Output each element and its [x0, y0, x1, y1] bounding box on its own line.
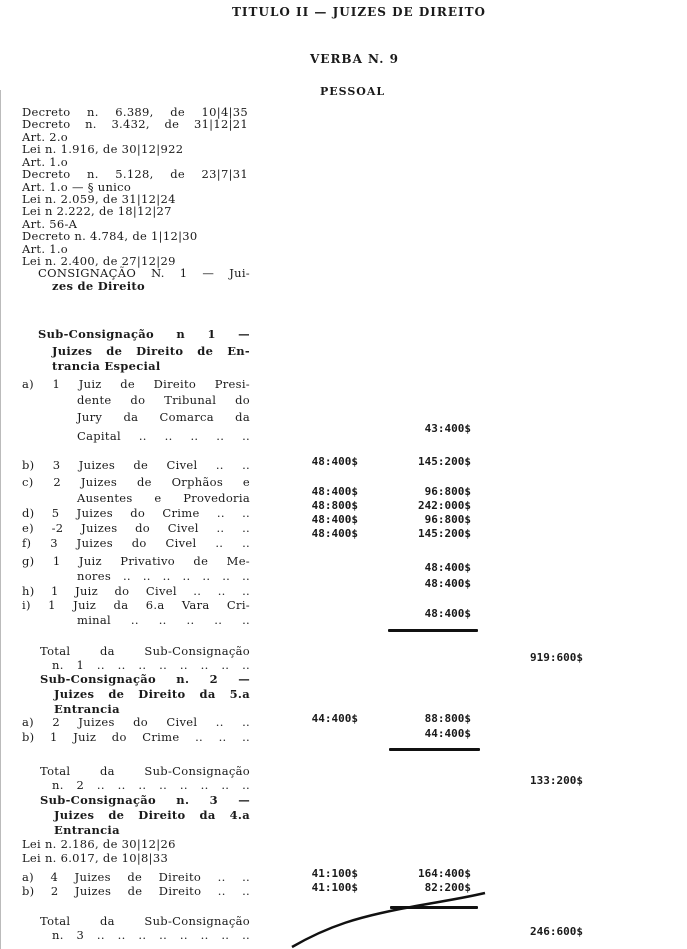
line-item: c) 2 Juizes de Orphãos e	[22, 475, 250, 489]
legal-ref: Lei n. 2.400, de 27|12|29	[22, 254, 176, 268]
sub-consignacao-heading: Juizes de Direito da 4.a	[54, 808, 250, 822]
line-item: f) 3 Juizes do Civel .. ..	[22, 536, 250, 550]
verba-heading: VERBA N. 9	[310, 52, 399, 66]
subtotal-label: Total da Sub-Consignação	[40, 914, 250, 928]
sub-consignacao-heading: Sub-Consignação n 1 —	[38, 327, 250, 341]
amount-unit: 44:400$	[311, 712, 358, 725]
line-item: Capital .. .. .. .. ..	[77, 429, 250, 443]
legal-ref: Lei n. 2.186, de 30|12|26	[22, 837, 176, 851]
legal-ref: Art. 56-A	[22, 217, 78, 231]
sub-consignacao-heading: Juizes de Direito de En-	[52, 344, 250, 358]
subtotal-amount: 246:600$	[530, 925, 583, 938]
legal-ref: Art. 1.o	[22, 242, 69, 256]
amount-unit: 48:400$	[311, 513, 358, 526]
sum-rule	[388, 629, 478, 632]
amount-total: 88:800$	[424, 712, 471, 725]
sub-consignacao-heading: Juizes de Direito da 5.a	[54, 687, 250, 701]
amount-total: 44:400$	[424, 727, 471, 740]
line-item: a) 2 Juizes do Civel .. ..	[22, 715, 250, 729]
subtotal-amount: 133:200$	[530, 774, 583, 787]
amount-total: 145:200$	[418, 455, 471, 468]
amount-total: 82:200$	[424, 881, 471, 894]
line-item: minal .. .. .. .. ..	[77, 613, 250, 627]
legal-ref: Art. 2.o	[22, 130, 69, 144]
legal-ref: Art. 1.o	[22, 155, 69, 169]
amount-total: 242:000$	[418, 499, 471, 512]
amount-total: 164:400$	[418, 867, 471, 880]
legal-ref: Art. 1.o — § unico	[22, 180, 132, 194]
line-item: e) -2 Juizes do Civel .. ..	[22, 521, 250, 535]
line-item: Ausentes e Provedoria	[77, 491, 250, 505]
amount-total: 48:400$	[424, 561, 471, 574]
subtotal-label: Total da Sub-Consignação	[40, 644, 250, 658]
amount-unit: 48:400$	[311, 455, 358, 468]
line-item: b) 2 Juizes de Direito .. ..	[22, 884, 250, 898]
line-item: a) 1 Juiz de Direito Presi-	[22, 377, 250, 391]
amount-total: 96:800$	[424, 513, 471, 526]
subtotal-label: n. 3 .. .. .. .. .. .. .. ..	[52, 928, 250, 942]
page-title: TITULO II — JUIZES DE DIREITO	[232, 5, 486, 19]
line-item: nores .. .. .. .. .. .. ..	[77, 569, 250, 583]
sub-consignacao-heading: Entrancia	[54, 823, 120, 837]
legal-ref: Lei n 2.222, de 18|12|27	[22, 204, 172, 218]
amount-total: 48:400$	[424, 577, 471, 590]
line-item: h) 1 Juiz do Civel .. .. ..	[22, 584, 250, 598]
line-item: i) 1 Juiz da 6.a Vara Cri-	[22, 598, 250, 612]
line-item: d) 5 Juizes do Crime .. ..	[22, 506, 250, 520]
legal-ref: Decreto n. 5.128, de 23|7|31	[22, 167, 248, 181]
amount-total: 96:800$	[424, 485, 471, 498]
sub-consignacao-heading: Sub-Consignação n. 2 —	[40, 672, 250, 686]
legal-ref: Decreto n. 6.389, de 10|4|35	[22, 105, 248, 119]
amount-total: 48:400$	[424, 607, 471, 620]
amount-total: 145:200$	[418, 527, 471, 540]
line-item: a) 4 Juizes de Direito .. ..	[22, 870, 250, 884]
subtotal-label: Total da Sub-Consignação	[40, 764, 250, 778]
sub-consignacao-heading: Sub-Consignação n. 3 —	[40, 793, 250, 807]
line-item: g) 1 Juiz Privativo de Me-	[22, 554, 250, 568]
consignacao-heading: CONSIGNAÇÃO N. 1 — Jui-	[38, 266, 250, 280]
amount-unit: 41:100$	[311, 881, 358, 894]
scan-margin-edge	[0, 90, 1, 949]
subtotal-amount: 919:600$	[530, 651, 583, 664]
line-item: Jury da Comarca da	[77, 410, 250, 424]
amount-unit: 48:800$	[311, 499, 358, 512]
line-item: b) 3 Juizes de Civel .. ..	[22, 458, 250, 472]
sub-consignacao-heading: Entrancia	[54, 702, 120, 716]
legal-ref: Decreto n. 4.784, de 1|12|30	[22, 229, 198, 243]
sum-rule	[389, 748, 480, 751]
amount-unit: 48:400$	[311, 485, 358, 498]
line-item: b) 1 Juiz do Crime .. .. ..	[22, 730, 250, 744]
legal-ref: Lei n. 2.059, de 31|12|24	[22, 192, 176, 206]
sub-consignacao-heading: trancia Especial	[52, 359, 161, 373]
subtotal-label: n. 2 .. .. .. .. .. .. .. ..	[52, 778, 250, 792]
amount-unit: 41:100$	[311, 867, 358, 880]
amount-unit: 48:400$	[311, 527, 358, 540]
legal-ref: Lei n. 6.017, de 10|8|33	[22, 851, 169, 865]
subtotal-label: n. 1 .. .. .. .. .. .. .. ..	[52, 658, 250, 672]
amount-total: 43:400$	[424, 422, 471, 435]
section-heading: PESSOAL	[320, 85, 386, 98]
legal-ref: Decreto n. 3.432, de 31|12|21	[22, 117, 248, 131]
legal-ref: Lei n. 1.916, de 30|12|922	[22, 142, 184, 156]
consignacao-heading-cont: zes de Direito	[52, 279, 145, 293]
line-item: dente do Tribunal do	[77, 393, 250, 407]
scan-ink-streak	[290, 885, 500, 949]
